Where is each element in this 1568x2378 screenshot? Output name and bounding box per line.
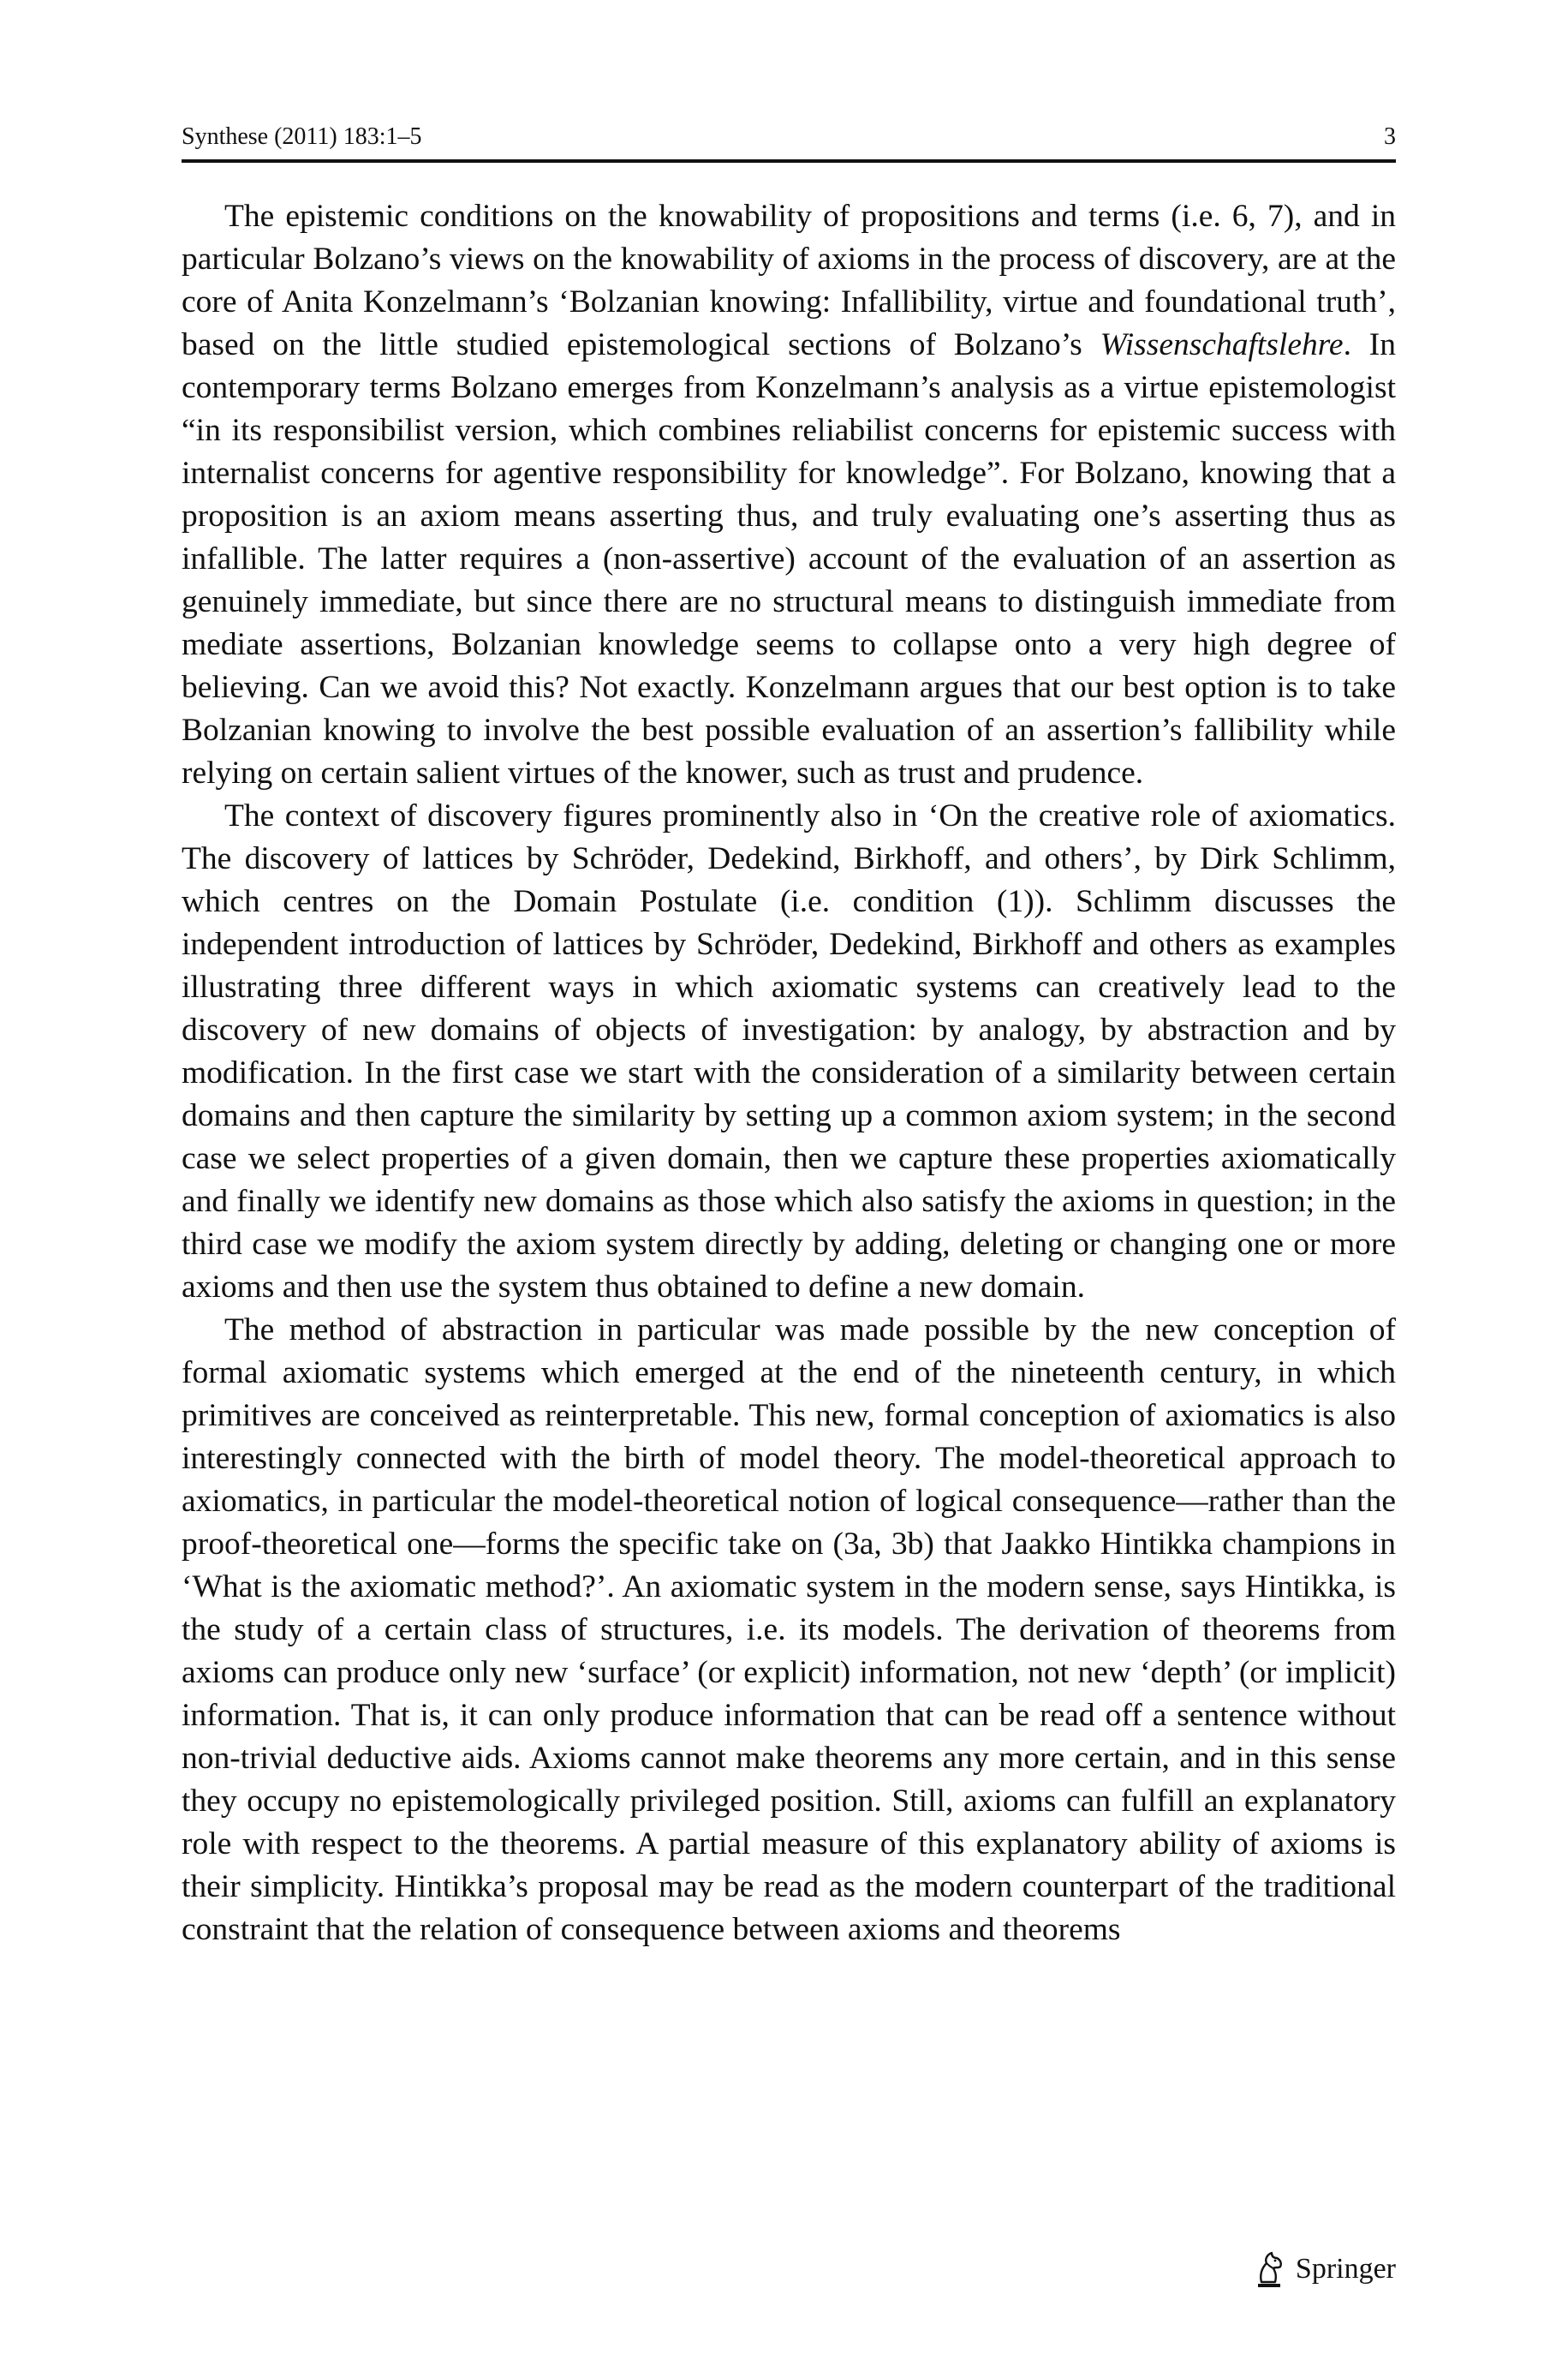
paragraph-konzelmann (182, 195, 1396, 795)
header-rule (182, 159, 1396, 163)
running-head (182, 111, 1396, 152)
work-title-italic: Wissenschaftslehre (1100, 327, 1344, 362)
paragraph-schlimm: The context of discovery figures prominently also in ‘On the creative role of axiomatics. The discovery of lattices by Schröder, Dedekind, Birkhoff, and others’, by Dirk Schlimm, which centres on the Domain Postulate (i.e. condition (1)). Schlimm discusses the independent introduction of lattices by Schröder, Dedekind, Birkhoff and others as examples illustrating three different ways in which axiomatic systems can creatively lead to the discovery of new domains of objects of investigation: by analogy, by abstraction and by modification. In the first case we start with the consideration of a similarity between certain domains and then capture the similarity by setting up a common axiom system; in the second case we select properties of a given domain, then we capture these properties axiomatically and finally we identify new domains as those which also satisfy the axioms in question; in the third case we modify the axiom system directly by adding, deleting or changing one or more axioms and then use the system thus obtained to define a new domain. (182, 798, 1396, 1305)
body-text (182, 195, 1396, 1951)
page-number: 3 (1384, 123, 1396, 150)
paragraph-hintikka: The method of abstraction in particular was made possible by the new conception of formal axiomatic systems which emerged at the end of the nineteenth century, in which primitives are conceived as reinterpretable. This new, formal conception of axiomatics is also interestingly connected with the birth of model theory. The model-theoretical approach to axiomatics, in particular the model-theoretical notion of logical consequence—rather than the proof-theoretical one—forms the specific take on (3a, 3b) that Jaakko Hintikka champions in ‘What is the axiomatic method?’. An axiomatic system in the modern sense, says Hintikka, is the study of a certain class of structures, i.e. its models. The derivation of theorems from axioms can produce only new ‘surface’ (or explicit) information, not new ‘depth’ (or implicit) information. That is, it can only produce information that can be read off a sentence without non-trivial deductive aids. Axioms cannot make theorems any more certain, and in this sense they occupy no epistemologically privileged position. Still, axioms can fulfill an explanatory role with respect to the theorems. A partial measure of this explanatory ability of axioms is their simplicity. Hintikka’s proposal may be read as the modern counterpart of the traditional constraint that the relation of consequence between axioms and theorems (182, 1312, 1396, 1947)
publisher-logo (1251, 2250, 1396, 2289)
journal-citation: Synthese (2011) 183:1–5 (182, 123, 422, 150)
publisher-name: Springer (1295, 2253, 1396, 2285)
paragraph-1-text-a: The epistemic conditions on the knowability of propositions and terms (i.e. 6, 7), and in particular Bolzano’s views on the knowability of axioms in the process of discovery, are at the core of Anita Konzelmann’s ‘Bolzanian knowing: Infallibility, virtue and foundational truth’, based on the little studied epistemological sections of Bolzano’s (182, 199, 1396, 362)
springer-horse-icon (1251, 2250, 1287, 2289)
paragraph-1-text-b: . In contemporary terms Bolzano emerges from Konzelmann’s analysis as a virtue epistemologist “in its responsibilist version, which combines reliabilist concerns for epistemic success with internalist concerns for agentive responsibility for knowledge”. For Bolzano, knowing that a proposition is an axiom means asserting thus, and truly evaluating one’s asserting thus as infallible. The latter requires a (non-assertive) account of the evaluation of an assertion as genuinely immediate, but since there are no structural means to distinguish immediate from mediate assertions, Bolzanian knowledge seems to collapse onto a very high degree of believing. Can we avoid this? Not exactly. Konzelmann argues that our best option is to take Bolzanian knowing to involve the best possible evaluation of an assertion’s fallibility while relying on certain salient virtues of the knower, such as trust and prudence. (182, 327, 1396, 791)
